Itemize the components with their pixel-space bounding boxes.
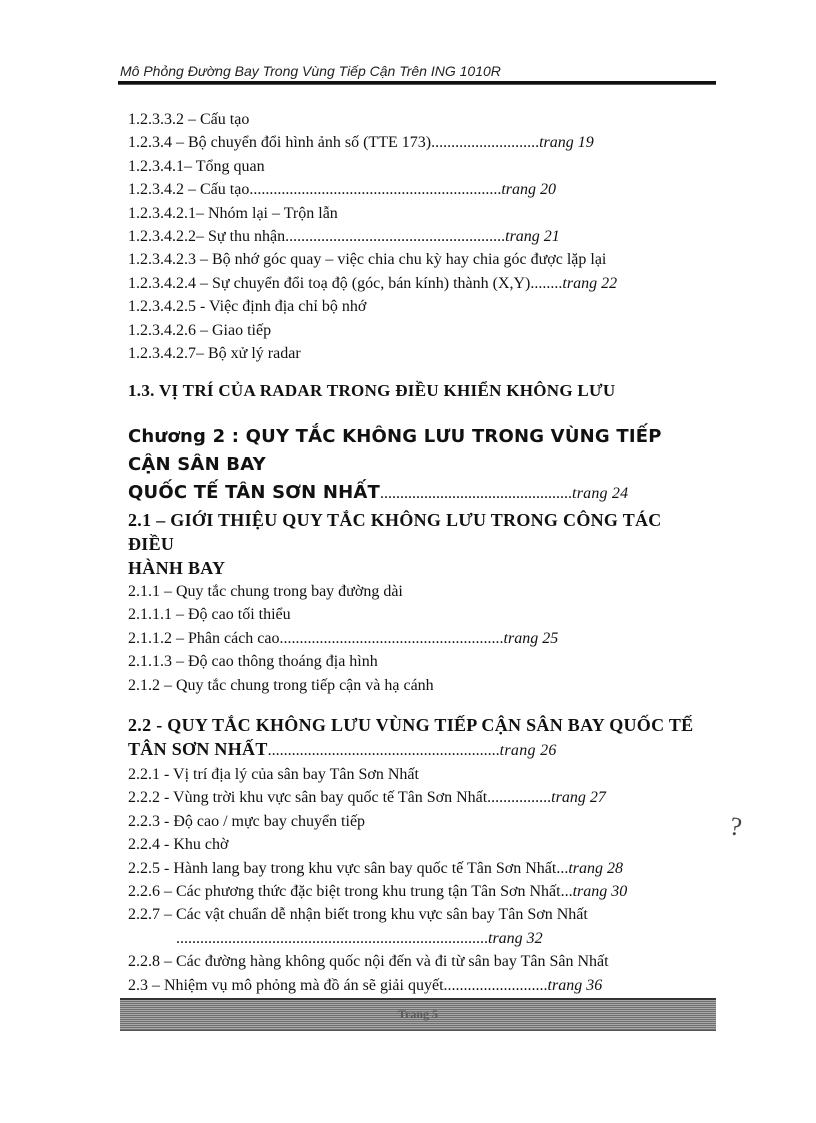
toc-entry-text: 2.2.1 - Vị trí địa lý của sân bay Tân Sơn Nhất <box>128 765 419 783</box>
toc-entry <box>128 786 708 809</box>
spacer <box>128 697 708 713</box>
toc-entry-text: 2.2.3 - Độ cao / mực bay chuyển tiếp <box>128 812 366 830</box>
chapter-2-heading <box>128 423 708 508</box>
table-of-contents <box>128 108 708 997</box>
toc-page-number: trang 32 <box>488 929 543 947</box>
toc-page-number: trang 36 <box>547 976 603 994</box>
toc-entry <box>128 950 708 973</box>
toc-entry <box>128 833 708 856</box>
toc-entry-text: 2.1.2 – Quy tắc chung trong tiếp cận và hạ cánh <box>128 676 434 694</box>
toc-entry-2-2-7-continuation <box>128 927 708 950</box>
toc-entry <box>128 225 708 248</box>
toc-leader-dots: ... <box>556 859 569 877</box>
toc-entry-text: 1.2.3.4.2.1– Nhóm lại – Trộn lẫn <box>128 204 338 222</box>
toc-entry-text: 1.2.3.4.2.4 – Sự chuyển đổi toạ độ (góc, bán kính) thành (X,Y) <box>128 274 531 292</box>
toc-entry <box>128 178 708 201</box>
toc-entry-text: 2.1.1 – Quy tắc chung trong bay đường dài <box>128 582 403 600</box>
toc-leader-dots: ........ <box>530 274 563 292</box>
section-2-1-line1: 2.1 – GIỚI THIỆU QUY TẮC KHÔNG LƯU TRONG CÔNG TÁC ĐIỀU <box>128 509 662 554</box>
header-rule <box>118 81 716 85</box>
toc-entry-text: 1.2.3.4.2 – Cấu tạo <box>128 181 250 199</box>
chapter-2-title-text: QUỐC TẾ TÂN SƠN NHẤT <box>128 481 381 503</box>
toc-page-number: trang 22 <box>562 274 618 292</box>
toc-top-group <box>128 108 708 365</box>
toc-leader-dots: ....................................................... <box>285 228 506 246</box>
toc-entry-text: 2.2.2 - Vùng trời khu vực sân bay quốc tế Tân Sơn Nhất <box>128 789 488 807</box>
toc-page-number: trang 20 <box>501 181 556 199</box>
toc-leader-dots: .............................................................................. <box>176 929 488 947</box>
toc-entry <box>128 319 708 342</box>
toc-entry <box>128 295 708 318</box>
toc-page-number: trang 30 <box>572 882 628 900</box>
toc-entry-text: 1.2.3.4.2.7– Bộ xử lý radar <box>128 345 301 363</box>
toc-entry <box>128 763 708 786</box>
section-2-2-heading <box>128 713 708 763</box>
toc-leader-dots: ................................................ <box>380 484 573 502</box>
toc-entry-text: 1.2.3.4.2.6 – Giao tiếp <box>128 321 272 339</box>
section-2-1-heading <box>128 508 708 580</box>
toc-entry-text: 2.2.5 - Hành lang bay trong khu vực sân bay quốc tế Tân Sơn Nhất <box>128 859 557 877</box>
header-title: Mô Phỏng Đường Bay Trong Vùng Tiếp Cận Trên ING 1010R <box>120 63 501 79</box>
toc-leader-dots: .......................... <box>443 976 548 994</box>
toc-entry <box>128 272 708 295</box>
section-2-2-line2 <box>128 737 708 763</box>
toc-entry <box>128 131 708 154</box>
section-2-2-title-text: TÂN SƠN NHẤT <box>128 738 268 759</box>
toc-page-number: trang 27 <box>551 789 606 807</box>
toc-entry-text: 1.2.3.4.1– Tổng quan <box>128 157 265 175</box>
toc-entry-text: 2.2.8 – Các đường hàng không quốc nội đến và đi từ sân bay Tân Sân Nhất <box>128 953 609 971</box>
chapter-2-title-line1: Chương 2 : QUY TẮC KHÔNG LƯU TRONG VÙNG TIẾP CẬN SÂN BAY <box>128 425 662 475</box>
toc-entry <box>128 650 708 673</box>
toc-2-2-group <box>128 763 708 927</box>
toc-entry-text: 2.2.6 – Các phương thức đặc biệt trong khu trung tận Tân Sơn Nhất <box>128 882 561 900</box>
toc-entry <box>128 674 708 697</box>
toc-entry-text: 2.1.1.3 – Độ cao thông thoáng địa hình <box>128 653 378 671</box>
toc-leader-dots: ............................................................... <box>249 181 502 199</box>
toc-entry-text: 2.3 – Nhiệm vụ mô phỏng mà đồ án sẽ giải quyết <box>128 976 444 994</box>
toc-entry-text: 1.2.3.4.2.5 - Việc định địa chỉ bộ nhớ <box>128 298 367 316</box>
toc-entry-text: 2.2.4 - Khu chờ <box>128 836 229 854</box>
toc-entry <box>128 903 708 926</box>
toc-page-number: trang 25 <box>503 629 559 647</box>
toc-entry <box>128 155 708 178</box>
section-2-1-line2: HÀNH BAY <box>128 557 226 578</box>
toc-leader-dots: .......................................................... <box>267 741 500 759</box>
toc-2-1-group <box>128 580 708 697</box>
toc-entry <box>128 342 708 365</box>
toc-entry <box>128 202 708 225</box>
toc-entry <box>128 810 708 833</box>
toc-entry-text: 2.1.1.1 – Độ cao tối thiểu <box>128 606 291 624</box>
toc-entry-text: 1.2.3.4 – Bộ chuyển đổi hình ảnh số (TTE 173) <box>128 134 432 152</box>
toc-page-number: trang 28 <box>568 859 623 877</box>
toc-entry <box>128 108 708 131</box>
toc-entry-text: 2.2.7 – Các vật chuẩn dễ nhận biết trong khu vực sân bay Tân Sơn Nhất <box>128 906 588 924</box>
toc-entry-text: 1.2.3.3.2 – Cấu tạo <box>128 111 250 128</box>
toc-page-number: trang 26 <box>499 741 557 759</box>
toc-entry-text: 2.1.1.2 – Phân cách cao <box>128 629 280 647</box>
toc-leader-dots: ................ <box>487 789 552 807</box>
toc-entry <box>128 974 708 997</box>
toc-entry <box>128 627 708 650</box>
page-footer-band <box>120 998 716 1031</box>
toc-end-group <box>128 950 708 997</box>
toc-page-number: trang 19 <box>539 134 594 152</box>
toc-entry <box>128 248 708 271</box>
toc-entry <box>128 857 708 880</box>
section-1-3-heading: 1.3. VỊ TRÍ CỦA RADAR TRONG ĐIỀU KHIỂN KHÔNG LƯU <box>128 381 616 401</box>
chapter-2-title-line2 <box>128 479 708 508</box>
footer-page-label: Trang 5 <box>397 1007 439 1021</box>
toc-page-number: trang 24 <box>572 484 629 502</box>
toc-leader-dots: ........................... <box>431 134 540 152</box>
toc-entry <box>128 880 708 903</box>
toc-leader-dots: ... <box>560 882 573 900</box>
toc-entry-text: 1.2.3.4.2.2– Sự thu nhận <box>128 228 286 246</box>
section-2-2-line1: 2.2 - QUY TẮC KHÔNG LƯU VÙNG TIẾP CẬN SÂN BAY QUỐC TẾ <box>128 714 694 735</box>
running-header <box>120 63 714 79</box>
toc-entry-text: 1.2.3.4.2.3 – Bộ nhớ góc quay – việc chia chu kỳ hay chia góc được lặp lại <box>128 251 607 269</box>
handwritten-margin-mark: ? <box>728 811 744 842</box>
toc-leader-dots: ........................................................ <box>279 629 504 647</box>
toc-entry <box>128 603 708 626</box>
toc-entry <box>128 580 708 603</box>
toc-page-number: trang 21 <box>505 228 560 246</box>
